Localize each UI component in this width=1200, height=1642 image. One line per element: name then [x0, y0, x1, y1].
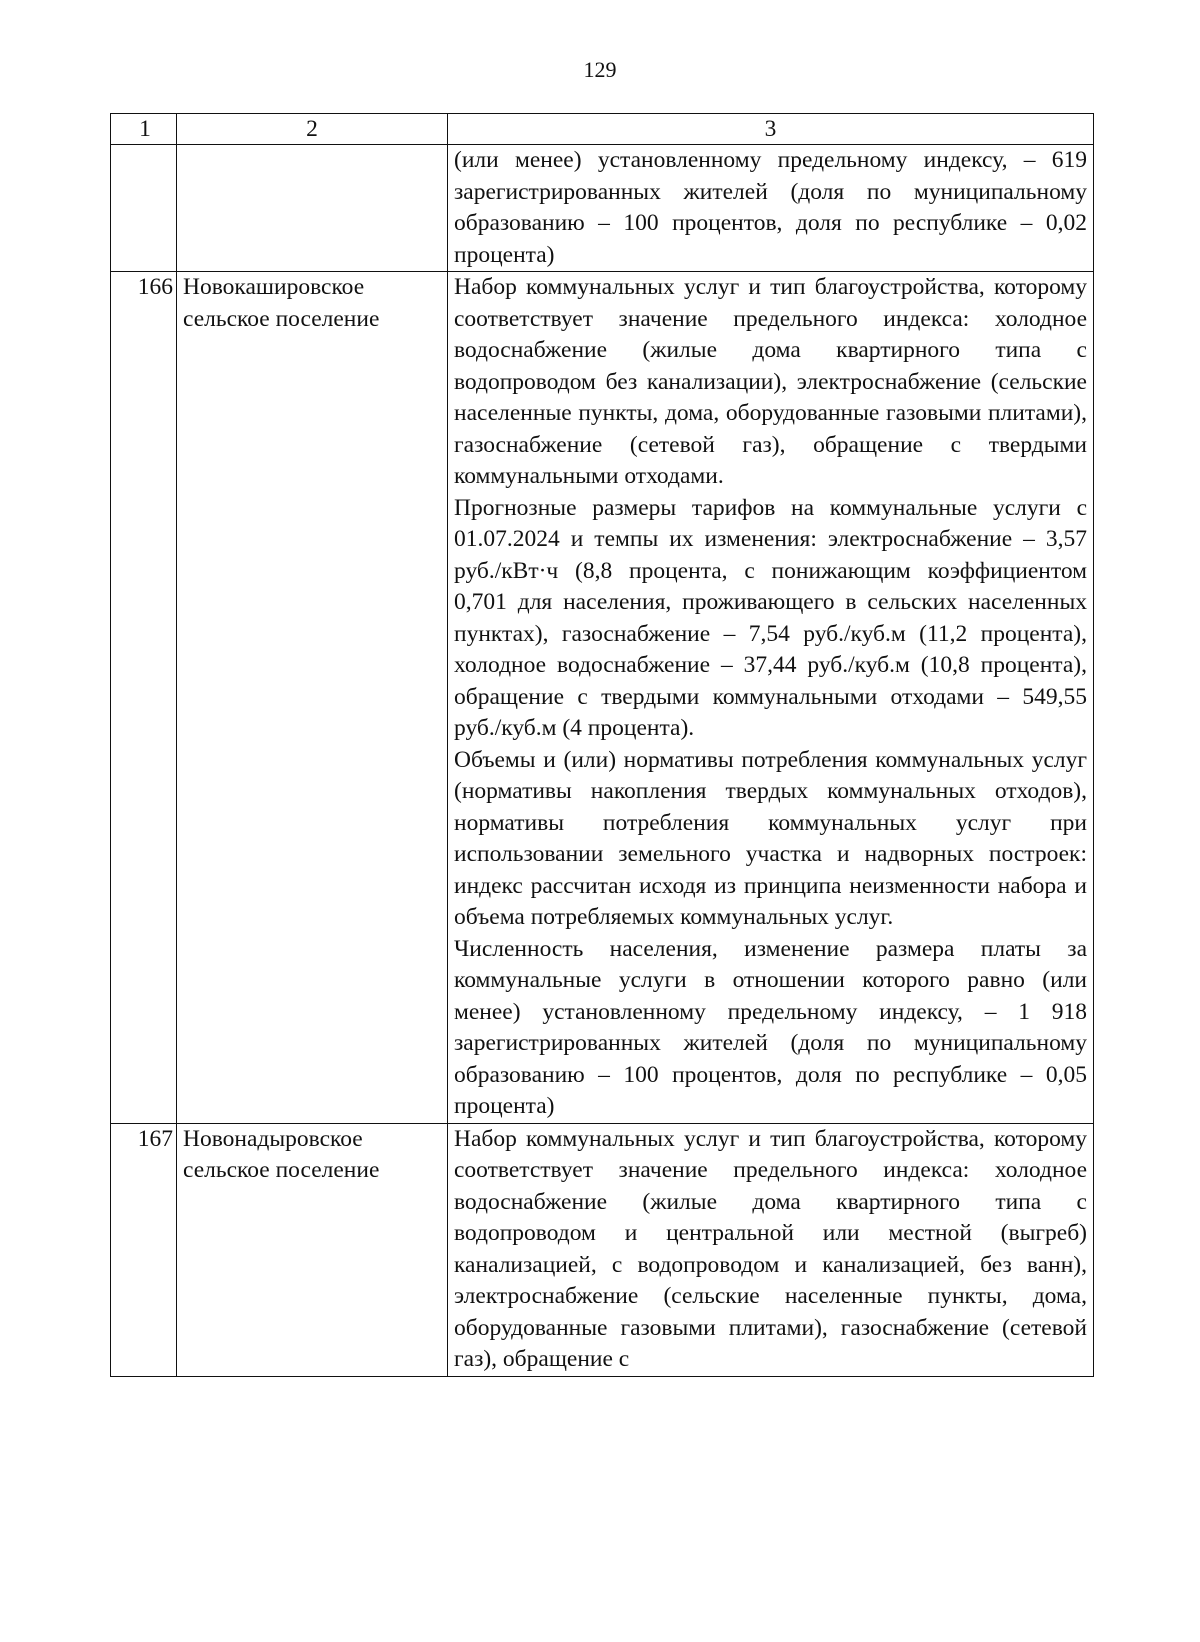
page-number: 129	[583, 57, 617, 82]
municipality-name: Новокашировское сельское поселение	[177, 272, 448, 1124]
description-paragraph: Набор коммунальных услуг и тип благоустройства, которому соответствует значение предельного индекса: холодное водоснабжение (жилые дома квартирного типа с водопроводом без канализации), электроснабжение (сельские населенные пункты, дома, оборудованные газовыми плитами), газоснабжение (сетевой газ), обращение с твердыми коммунальными отходами.	[454, 274, 1087, 489]
description-paragraph: Численность населения, изменение размера платы за коммунальные услуги в отношении которого равно (или менее) установленному предельному индексу, – 1 918 зарегистрированных жителей (доля по муниципальному образованию – 100 процентов, доля по республике – 0,05 процента)	[454, 935, 1087, 1119]
description-paragraph: Объемы и (или) нормативы потребления коммунальных услуг (нормативы накопления твердых коммунальных отходов), нормативы потребления коммунальных услуг при использовании земельного участка и надворных построек: индекс рассчитан исходя из принципа неизменности набора и объема потребляемых коммунальных услуг.	[454, 746, 1087, 930]
description-paragraph: Набор коммунальных услуг и тип благоустройства, которому соответствует значение предельного индекса: холодное водоснабжение (жилые дома квартирного типа с водопроводом и центральной или местной (выгреб) канализацией, с водопроводом и канализацией, без ванн), электроснабжение (сельские населенные пункты, дома, оборудованные газовыми плитами), газоснабжение (сетевой газ), обращение с	[454, 1125, 1087, 1372]
header-cell-2: 2	[177, 114, 448, 145]
row-number	[111, 145, 177, 272]
row-number: 166	[111, 272, 177, 1124]
municipality-name: Новонадыровское сельское поселение	[177, 1123, 448, 1376]
header-cell-3: 3	[448, 114, 1094, 145]
table-header-row	[111, 114, 1094, 145]
tariff-table	[110, 113, 1094, 1377]
row-description	[448, 272, 1094, 1124]
description-paragraph: (или менее) установленному предельному индексу, – 619 зарегистрированных жителей (доля по муниципальному образованию – 100 процентов, доля по республике – 0,02 процента)	[454, 147, 1087, 268]
municipality-name	[177, 145, 448, 272]
row-description	[448, 1123, 1094, 1376]
description-paragraph: Прогнозные размеры тарифов на коммунальные услуги с 01.07.2024 и темпы их изменения: электроснабжение – 3,57 руб./кВт·ч (8,8 процента, с понижающим коэффициентом 0,701 для населения, проживающего в сельских населенных пунктах), газоснабжение – 7,54 руб./куб.м (11,2 процента), холодное водоснабжение – 37,44 руб./куб.м (10,8 процента), обращение с твердыми коммунальными отходами – 549,55 руб./куб.м (4 процента).	[454, 494, 1087, 741]
row-description	[448, 145, 1094, 272]
table-row-continuation	[111, 145, 1094, 272]
table-row	[111, 272, 1094, 1124]
header-cell-1: 1	[111, 114, 177, 145]
table-row	[111, 1123, 1094, 1376]
row-number: 167	[111, 1123, 177, 1376]
